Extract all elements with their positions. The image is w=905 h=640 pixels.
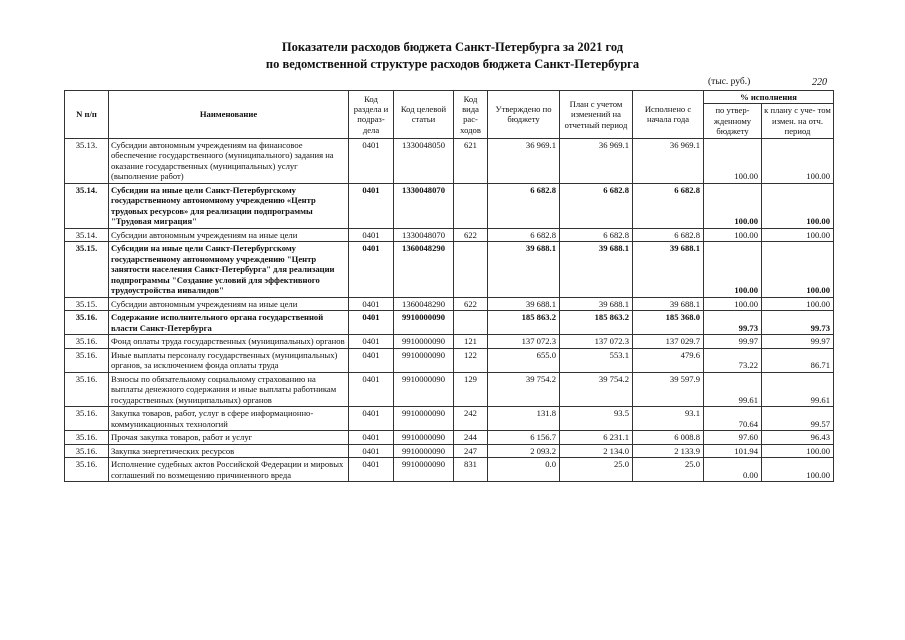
table-row [65, 335, 834, 348]
cell-section: 0401 [349, 348, 394, 372]
cell-num: 35.16. [65, 407, 109, 431]
cell-approved: 655.0 [488, 348, 560, 372]
cell-name: Фонд оплаты труда государственных (муниципальных) органов [109, 335, 349, 348]
cell-section: 0401 [349, 444, 394, 457]
cell-target: 1330048070 [394, 183, 454, 228]
header-pct-group: % исполнения [704, 91, 834, 104]
cell-pct-approved: 73.22 [704, 348, 762, 372]
cell-target: 9910000090 [394, 458, 454, 482]
cell-num: 35.15. [65, 242, 109, 297]
header-pct-plan: к плану с уче- том измен. на отч. период [762, 104, 834, 138]
cell-plan: 185 863.2 [560, 311, 633, 335]
cell-num: 35.16. [65, 431, 109, 444]
table-row [65, 138, 834, 183]
table-row [65, 431, 834, 444]
table-row [65, 407, 834, 431]
cell-pct-approved: 99.61 [704, 372, 762, 406]
cell-section: 0401 [349, 458, 394, 482]
cell-plan: 36 969.1 [560, 138, 633, 183]
cell-pct-plan: 86.71 [762, 348, 834, 372]
header-section: Код раздела и подраз- дела [349, 91, 394, 139]
header-executed: Исполнено с начала года [633, 91, 704, 139]
cell-executed: 137 029.7 [633, 335, 704, 348]
cell-section: 0401 [349, 138, 394, 183]
cell-executed: 25.0 [633, 458, 704, 482]
header-plan: План с учетом изменений на отчетный период [560, 91, 633, 139]
cell-approved: 39 688.1 [488, 297, 560, 310]
cell-executed: 6 682.8 [633, 183, 704, 228]
cell-executed: 39 688.1 [633, 242, 704, 297]
cell-pct-approved: 97.60 [704, 431, 762, 444]
table-row [65, 311, 834, 335]
cell-target: 9910000090 [394, 431, 454, 444]
cell-exptype [454, 311, 488, 335]
cell-executed: 39 688.1 [633, 297, 704, 310]
cell-approved: 0.0 [488, 458, 560, 482]
cell-executed: 36 969.1 [633, 138, 704, 183]
cell-target: 1330048070 [394, 228, 454, 241]
header-target: Код целевой статьи [394, 91, 454, 139]
cell-exptype: 621 [454, 138, 488, 183]
cell-executed: 39 597.9 [633, 372, 704, 406]
cell-plan: 6 682.8 [560, 183, 633, 228]
cell-section: 0401 [349, 335, 394, 348]
cell-plan: 39 754.2 [560, 372, 633, 406]
cell-pct-plan: 99.57 [762, 407, 834, 431]
cell-exptype: 831 [454, 458, 488, 482]
cell-approved: 131.8 [488, 407, 560, 431]
cell-name: Взносы по обязательному социальному страхованию на выплаты денежного содержания и иные выплаты работникам государственных (муниципальных) органов [109, 372, 349, 406]
table-row [65, 444, 834, 457]
cell-executed: 2 133.9 [633, 444, 704, 457]
cell-executed: 6 682.8 [633, 228, 704, 241]
cell-plan: 137 072.3 [560, 335, 633, 348]
cell-num: 35.16. [65, 348, 109, 372]
cell-plan: 553.1 [560, 348, 633, 372]
cell-name: Содержание исполнительного органа государственной власти Санкт-Петербурга [109, 311, 349, 335]
cell-num: 35.16. [65, 372, 109, 406]
table-row [65, 228, 834, 241]
cell-approved: 2 093.2 [488, 444, 560, 457]
header-exptype: Код вида рас- ходов [454, 91, 488, 139]
cell-num: 35.15. [65, 297, 109, 310]
cell-approved: 185 863.2 [488, 311, 560, 335]
cell-exptype: 244 [454, 431, 488, 444]
cell-plan: 2 134.0 [560, 444, 633, 457]
cell-approved: 6 156.7 [488, 431, 560, 444]
cell-plan: 39 688.1 [560, 242, 633, 297]
table-row [65, 458, 834, 482]
cell-pct-plan: 100.00 [762, 297, 834, 310]
cell-approved: 36 969.1 [488, 138, 560, 183]
cell-target: 1360048290 [394, 297, 454, 310]
cell-name: Субсидии автономным учреждениям на иные цели [109, 297, 349, 310]
cell-name: Субсидии автономным учреждениям на финансовое обеспечение государственного (муниципального) задания на оказание государственных (муниципальных) услуг (выполнение работ) [109, 138, 349, 183]
cell-plan: 6 231.1 [560, 431, 633, 444]
cell-target: 9910000090 [394, 372, 454, 406]
cell-executed: 93.1 [633, 407, 704, 431]
header-pct-approved: по утвер- жденному бюджету [704, 104, 762, 138]
cell-name: Субсидии на иные цели Санкт-Петербургскому государственному автономному учреждению «Центр трудовых ресурсов» для реализации подпрограммы "Трудовая миграция" [109, 183, 349, 228]
cell-exptype: 129 [454, 372, 488, 406]
cell-name: Субсидии автономным учреждениям на иные цели [109, 228, 349, 241]
cell-executed: 6 008.8 [633, 431, 704, 444]
cell-target: 9910000090 [394, 311, 454, 335]
table-row [65, 372, 834, 406]
cell-executed: 479.6 [633, 348, 704, 372]
unit-label: (тыс. руб.) [708, 77, 751, 87]
cell-section: 0401 [349, 242, 394, 297]
cell-target: 9910000090 [394, 407, 454, 431]
cell-section: 0401 [349, 311, 394, 335]
cell-num: 35.16. [65, 335, 109, 348]
cell-pct-approved: 0.00 [704, 458, 762, 482]
cell-num: 35.13. [65, 138, 109, 183]
document-title-line2: по ведомственной структуре расходов бюджета Санкт-Петербурга [265, 57, 640, 71]
cell-target: 1360048290 [394, 242, 454, 297]
cell-pct-approved: 100.00 [704, 138, 762, 183]
cell-plan: 39 688.1 [560, 297, 633, 310]
cell-approved: 39 688.1 [488, 242, 560, 297]
table-row [65, 183, 834, 228]
cell-num: 35.16. [65, 311, 109, 335]
cell-exptype [454, 242, 488, 297]
cell-approved: 6 682.8 [488, 228, 560, 241]
cell-pct-plan: 100.00 [762, 138, 834, 183]
cell-section: 0401 [349, 407, 394, 431]
cell-exptype [454, 183, 488, 228]
cell-name: Исполнение судебных актов Российской Федерации и мировых соглашений по возмещению причиненного вреда [109, 458, 349, 482]
cell-num: 35.16. [65, 444, 109, 457]
cell-name: Иные выплаты персоналу государственных (муниципальных) органов, за исключением фонда оплаты труда [109, 348, 349, 372]
cell-pct-approved: 99.97 [704, 335, 762, 348]
cell-name: Закупка энергетических ресурсов [109, 444, 349, 457]
cell-num: 35.14. [65, 228, 109, 241]
page-number: 220 [812, 77, 827, 88]
cell-pct-plan: 99.61 [762, 372, 834, 406]
cell-exptype: 247 [454, 444, 488, 457]
header-name: Наименование [109, 91, 349, 139]
cell-approved: 6 682.8 [488, 183, 560, 228]
cell-exptype: 242 [454, 407, 488, 431]
cell-target: 1330048050 [394, 138, 454, 183]
table-body [65, 138, 834, 481]
cell-num: 35.14. [65, 183, 109, 228]
cell-pct-approved: 100.00 [704, 228, 762, 241]
cell-section: 0401 [349, 183, 394, 228]
header-num: N п/п [65, 91, 109, 139]
table-row [65, 297, 834, 310]
cell-pct-plan: 99.73 [762, 311, 834, 335]
cell-pct-approved: 99.73 [704, 311, 762, 335]
cell-pct-plan: 99.97 [762, 335, 834, 348]
cell-pct-plan: 100.00 [762, 458, 834, 482]
cell-name: Субсидии на иные цели Санкт-Петербургскому государственному автономному учреждению "Центр занятости населения Санкт-Петербурга" для реализации подпрограммы "Создание условий для эффективного трудоустройства инвалидов" [109, 242, 349, 297]
cell-pct-approved: 100.00 [704, 242, 762, 297]
cell-section: 0401 [349, 297, 394, 310]
cell-pct-approved: 100.00 [704, 297, 762, 310]
cell-pct-approved: 100.00 [704, 183, 762, 228]
cell-pct-plan: 100.00 [762, 242, 834, 297]
cell-pct-approved: 70.64 [704, 407, 762, 431]
cell-target: 9910000090 [394, 348, 454, 372]
document-title-line1: Показатели расходов бюджета Санкт-Петербурга за 2021 год [281, 40, 624, 54]
cell-plan: 6 682.8 [560, 228, 633, 241]
cell-pct-plan: 100.00 [762, 228, 834, 241]
cell-exptype: 122 [454, 348, 488, 372]
cell-pct-approved: 101.94 [704, 444, 762, 457]
expenditure-table [64, 90, 834, 482]
cell-executed: 185 368.0 [633, 311, 704, 335]
cell-pct-plan: 96.43 [762, 431, 834, 444]
cell-target: 9910000090 [394, 444, 454, 457]
cell-exptype: 622 [454, 228, 488, 241]
cell-section: 0401 [349, 228, 394, 241]
cell-exptype: 622 [454, 297, 488, 310]
cell-section: 0401 [349, 372, 394, 406]
cell-name: Закупка товаров, работ, услуг в сфере информационно-коммуникационных технологий [109, 407, 349, 431]
cell-name: Прочая закупка товаров, работ и услуг [109, 431, 349, 444]
cell-target: 9910000090 [394, 335, 454, 348]
header-approved: Утверждено по бюджету [488, 91, 560, 139]
cell-num: 35.16. [65, 458, 109, 482]
cell-exptype: 121 [454, 335, 488, 348]
table-row [65, 348, 834, 372]
cell-plan: 25.0 [560, 458, 633, 482]
cell-pct-plan: 100.00 [762, 183, 834, 228]
cell-approved: 137 072.3 [488, 335, 560, 348]
cell-approved: 39 754.2 [488, 372, 560, 406]
cell-pct-plan: 100.00 [762, 444, 834, 457]
table-row [65, 242, 834, 297]
cell-section: 0401 [349, 431, 394, 444]
cell-plan: 93.5 [560, 407, 633, 431]
